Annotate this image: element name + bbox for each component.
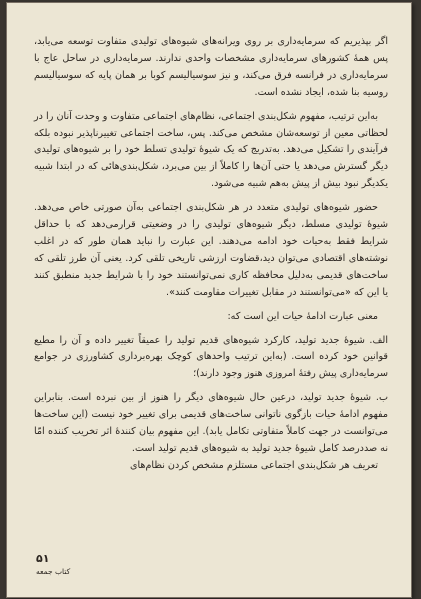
- list-item-alef: الف. شیوهٔ جدید تولید، کارکرد شیوه‌های قدیم تولید را عمیقاً تغییر داده و آن را مطیع قوانین خود کرده است. (به‌این ترتیب واحدهای کوچک بهره‌برداری کشاورزی در جوامع سرمایه‌داری پیش رفتهٔ امروزی هنوز وجود دارند)؛: [34, 334, 388, 380]
- paragraph-2: به‌این ترتیب، مفهوم شکل‌بندی اجتماعی، نظام‌های اجتماعی متفاوت و وحدت آنان را در لحظاتی معین از توسعه‌شان مشخص می‌کند. پس، ساخت اجتماعی تغییرناپذیر نبوده بلکه فرآیندی را تشکیل می‌دهد. به‌تدریج که یک شیوهٔ تولیدی تسلط خود را بر شیوه‌های تولیدی دیگر گسترش می‌دهد یا حتی آن‌ها را کاملاً از بین می‌برد، شکل‌بندی‌هائی که در ابتدا شبیه یکدیگر نبود بیش از پیش به‌هم شبیه می‌شود.: [34, 110, 388, 190]
- paragraph-4: معنی عبارت ادامهٔ حیات این است که:: [227, 310, 378, 322]
- paragraph-3: حضور شیوه‌های تولیدی متعدد در هر شکل‌بندی اجتماعی به‌آن صورتی خاص می‌دهد. شیوهٔ تولیدی مسلط، دیگر شیوه‌های تولیدی را در وضعیتی قرارمی‌دهد که با حداقل شرایط فقط به‌حیات خود ادامه می‌دهند. این عبارت را نباید همان طور که در اغلب نوشته‌های اقتصادی می‌توان دید،قضاوت ارزشی تاریخی تلقی کرد. یعنی آن طرز تلقی که ساخت‌های قدیمی به‌دلیل محافظه کاری نمی‌توانستند خود را با شرایط جدید منطبق کنند یا این که «می‌توانستند در مقابل تغییرات مقاومت کنند».: [34, 202, 388, 298]
- page-footer: [36, 553, 70, 576]
- paragraph-1: اگر بپذیریم که سرمایه‌داری بر روی ویرانه‌های شیوه‌های تولیدی متفاوت توسعه می‌یابد، پس همهٔ کشورهای سرمایه‌داری مشخصات واحدی ندارند. سرمایه‌داری در ساحل عاج با سرمایه‌داری در فرانسه فرق می‌کند، و نیز سوسیالیسم کوبا بر همان پایه که سوسیالیسم روسیه بنا شده، ایجاد نشده است.: [34, 36, 388, 98]
- paragraph-last: تعریف هر شکل‌بندی اجتماعی مستلزم مشخص کردن نظام‌های: [129, 459, 378, 471]
- book-label: کتاب جمعه: [36, 567, 71, 576]
- book-page: [6, 2, 412, 598]
- body-text: [34, 34, 388, 475]
- page-number: ۵۱: [36, 552, 50, 565]
- list-item-be: ب. شیوهٔ جدید تولید، درعین حال شیوه‌های دیگر را هنوز از بین نبرده است. بنابراین مفهوم ادامهٔ حیات بازگوی ناتوانی ساخت‌های قدیمی برای تغییر خود نیست (این ساخت‌ها می‌توانست در جهت کاملاً متفاوتی تکامل یابد). این مفهوم بیان کنندهٔ اثر تخریب کننده امّا نه صددرصد کامل شیوهٔ جدید تولید به شیوه‌های قدیم تولید است.: [34, 392, 388, 454]
